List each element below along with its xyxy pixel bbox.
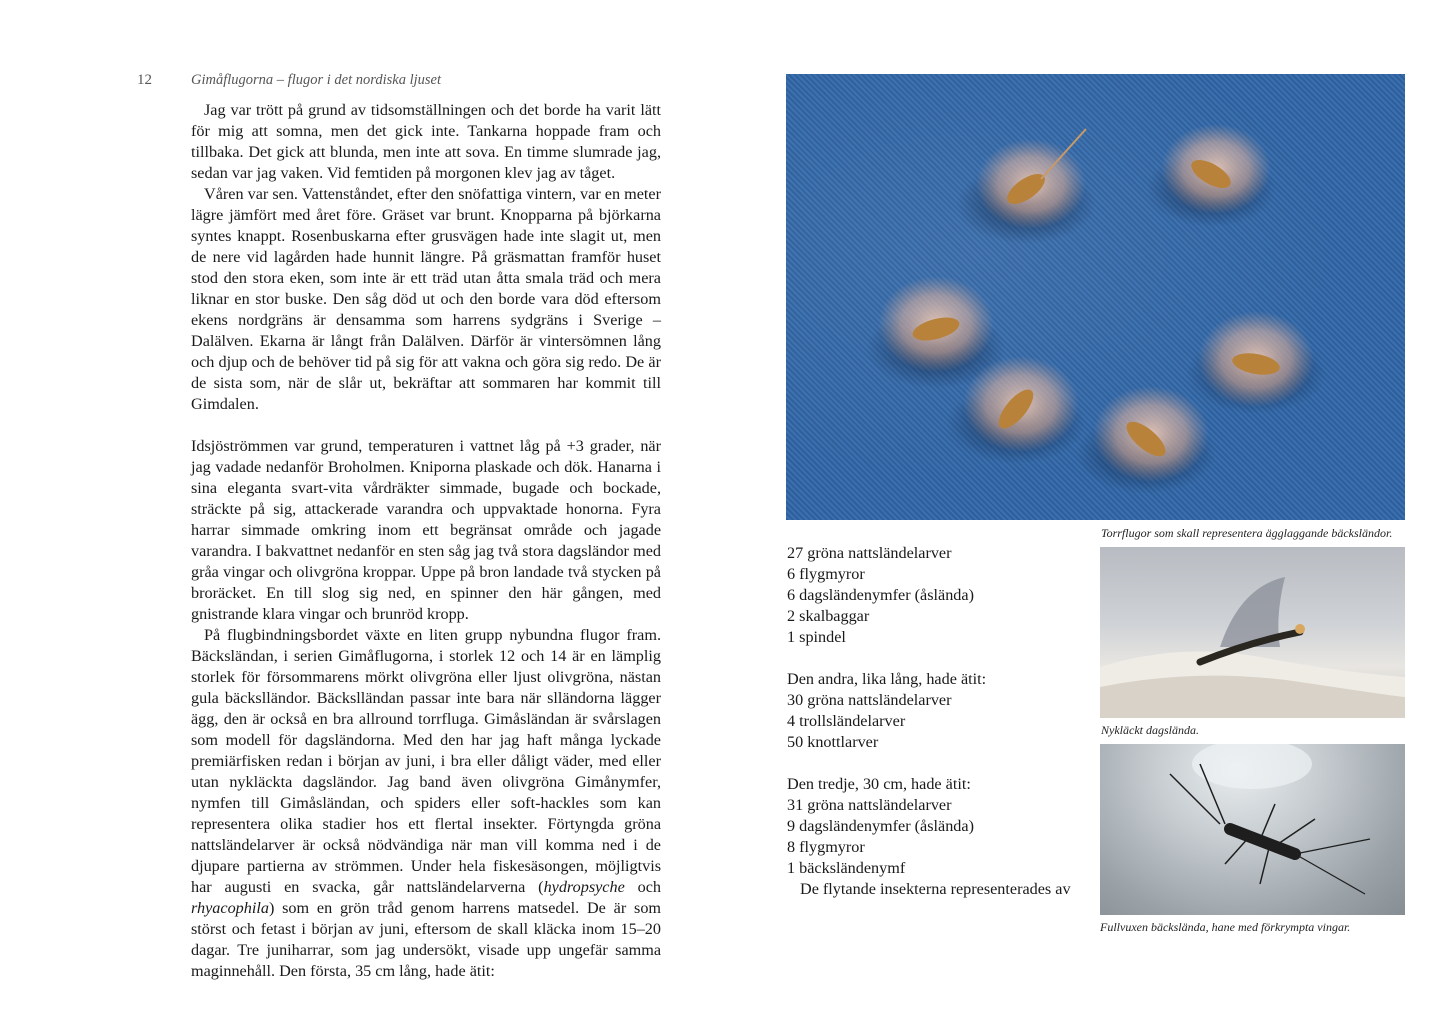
list-item: 1 bäcksländenymf bbox=[787, 859, 906, 877]
list-item: 6 dagsländenymfer (åslända) bbox=[787, 586, 974, 604]
fly-4 bbox=[1186, 311, 1326, 414]
fly-2 bbox=[1146, 124, 1276, 227]
list-item: 31 gröna nattsländelarver bbox=[787, 796, 952, 814]
paragraph-2: Våren var sen. Vattenståndet, efter den snöfattiga vintern, var en meter lägre jämfört med året före. Gräset var brunt. Knopparna på björkarna syntes knappt. Rosenbuskarna efter grusvägen hade inte slagit ut, men de nere vid lagården hade hunnit längre. På gräsmattan framför huset stod den stora eken, som inte är ett träd utan åtta smala träd och mera liknar en stor buske. Den såg död ut och den borde vara död eftersom ekens nordgräns är densamma som harrens sydgräns i Sverige – Dalälven. Ekarna är långt från Dalälven. Därför är vintersömnen lång och djup och de behöver tid på sig för att vakna och göra sig redo. De är de sista som, när de slår ut, bekräftar att sommaren har kommit till Gimdalen. bbox=[191, 185, 661, 413]
list-item: 9 dagsländenymfer (åslända) bbox=[787, 817, 974, 835]
paragraph-1: Jag var trött på grund av tidsomställningen och det borde ha varit lätt för mig att somna, men det gick inte. Tankarna hoppade fram och tillbaka. Det gick att blunda, men inte att sova. En timme slumrade jag, sedan var jag vaken. Vid femtiden på morgonen klev jag av tåget. bbox=[191, 101, 661, 182]
mayfly-caption: Nykläckt dagslända. bbox=[1101, 723, 1199, 737]
list-item: 8 flygmyror bbox=[787, 838, 865, 856]
running-title: Gimåflugorna – flugor i det nordiska ljuset bbox=[191, 72, 441, 88]
paragraph-3: Idsjöströmmen var grund, temperaturen i vattnet låg på +3 grader, när jag vadade nedanför Broholmen. Kniporna plaskade och dök. Hanarna i sina eleganta svart-vita vårdräkter simmade, bugade och bockade, sträckte på sig, attackerade varandra och uppvaktade honorna. Fyra harrar simmade omkring inom ett begränsat område och jagade varandra. I bakvattnet nedanför en sten såg jag två stora dagsländor med gråa vingar och olivgröna kroppar. Uppe på bron landade två stycken på broräcket. En till slog sig ned, en spinner den här gången, med gnistrande klara vingar och brunröd kropp. bbox=[191, 437, 661, 623]
page-number: 12 bbox=[137, 72, 152, 88]
mayfly-photo bbox=[1100, 547, 1405, 718]
list-item: 4 trollsländelarver bbox=[787, 712, 906, 730]
list-intro: Den tredje, 30 cm, hade ätit: bbox=[787, 775, 971, 793]
body-text bbox=[191, 100, 661, 982]
main-photo-caption: Torrflugor som skall representera ägglaggande bäcksländor. bbox=[1101, 526, 1393, 540]
stonefly-caption: Fullvuxen bäckslända, hane med förkrympta vingar. bbox=[1100, 920, 1351, 934]
fly-6 bbox=[1076, 386, 1216, 494]
paragraph-4: På flugbindningsbordet växte en liten grupp nybundna flugor fram. Bäcksländan, i serien Gimåflugorna, i storlek 12 och 14 är en lämplig storlek för försommarens mörkt olivgröna eller ljust olivgröna, nästan gula bäckslländor. Bäckslländan passar inte bara när slländorna lägger ägg, den är också en bra allround torrfluga. Gimåsländan är svårslagen som modell för dagsländorna. Med den har jag haft många lyckade premiärfisken redan i början av juni, i bra eller dåligt väder, med eller utan nykläckta dagsländor. Jag band även olivgröna Gimånymfer, nymfen till Gimåsländan, och spiders eller soft-hackles som kan representera olika stadier hos ett flertal insekter. Förtyngda gröna nattsländelarver är också nödvändiga när man vill komma ned i de djupare partierna av strömmen. Under hela fiskesäsongen, möjligtvis har augusti en svacka, går nattsländelarverna (hydropsyche och rhyacophila) som en grön tråd genom harrens matsedel. De är som störst och fetast i början av juni, eftersom de skall kläcka inom 15–20 dagar. Tre juniharrar, som jag undersökt, visade upp ungefär samma maginnehåll. Den första, 35 cm lång, hade ätit: bbox=[191, 626, 661, 980]
closing-line: De flytande insekterna representerades av bbox=[800, 880, 1071, 898]
stomach-contents-list bbox=[787, 543, 1087, 900]
dry-flies-photo bbox=[786, 74, 1405, 520]
list-item: 6 flygmyror bbox=[787, 565, 865, 583]
fly-1 bbox=[956, 129, 1096, 244]
list-intro: Den andra, lika lång, hade ätit: bbox=[787, 670, 987, 688]
list-item: 30 gröna nattsländelarver bbox=[787, 691, 952, 709]
list-item: 27 gröna nattsländelarver bbox=[787, 544, 952, 562]
stonefly-photo bbox=[1100, 744, 1405, 915]
list-item: 2 skalbaggar bbox=[787, 607, 870, 625]
list-item: 50 knottlarver bbox=[787, 733, 879, 751]
list-item: 1 spindel bbox=[787, 628, 846, 646]
